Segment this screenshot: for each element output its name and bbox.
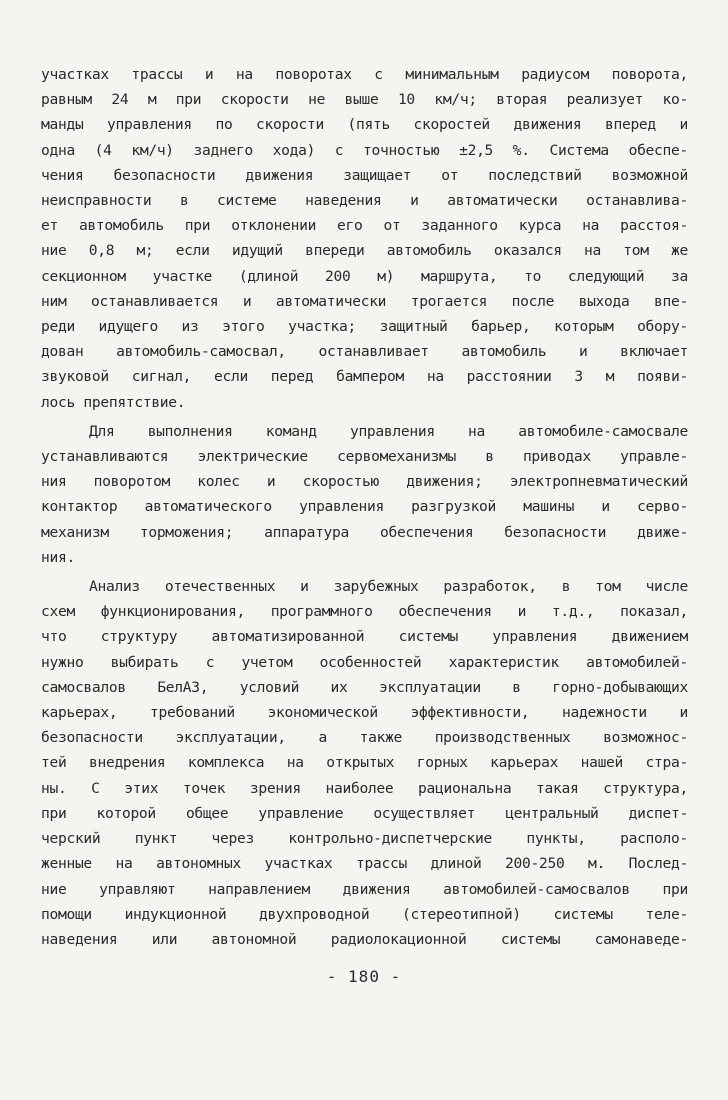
text-line: одна (4 км/ч) заднего хода) с точностью ±2,5 %. Система обеспе- <box>41 141 688 159</box>
text-line: ет автомобиль при отклонении его от заданного курса на расстоя- <box>41 217 688 235</box>
text-line: тей внедрения комплекса на открытых горных карьерах нашей стра- <box>41 754 688 772</box>
text-line: дован автомобиль-самосвал, останавливает автомобиль и включает <box>41 343 688 361</box>
text-line: равным 24 м при скорости не выше 10 км/ч; вторая реализует ко- <box>41 91 688 109</box>
text-line: секционном участке (длиной 200 м) маршрута, то следующий за <box>41 267 688 285</box>
text-line: реди идущего из этого участка; защитный барьер, которым обору- <box>41 318 688 336</box>
text-line: карьерах, требований экономической эффективности, надежности и <box>41 704 688 722</box>
paragraph-2 <box>41 419 688 570</box>
text-line: нужно выбирать с учетом особенностей характеристик автомобилей- <box>41 653 688 671</box>
text-line: схем функционирования, программного обеспечения и т.д., показал, <box>41 603 688 621</box>
text-line: безопасности эксплуатации, а также производственных возможнос- <box>41 729 688 747</box>
text-line: лось препятствие. <box>41 393 186 411</box>
text-line: женные на автономных участках трассы длиной 200-250 м. Послед- <box>41 855 688 873</box>
text-line: ним останавливается и автоматически трогается после выхода впе- <box>41 292 688 310</box>
text-line: участках трассы и на поворотах с минимальным радиусом поворота, <box>41 66 688 83</box>
text-line: звуковой сигнал, если перед бампером на расстоянии 3 м появи- <box>41 368 688 386</box>
paragraph-3 <box>41 574 688 952</box>
body-text <box>41 62 688 952</box>
text-line: Для выполнения команд управления на автомобиле-самосвале <box>89 422 688 440</box>
text-line: ния. <box>41 548 75 566</box>
text-line: неисправности в системе наведения и автоматически останавлива- <box>41 192 688 210</box>
paragraph-1 <box>41 62 688 415</box>
text-line: чения безопасности движения защищает от последствий возможной <box>41 166 688 184</box>
text-line: ния поворотом колес и скоростью движения; электропневматический <box>41 473 688 491</box>
text-line: механизм торможения; аппаратура обеспечения безопасности движе- <box>41 523 688 541</box>
text-line: самосвалов БелАЗ, условий их эксплуатации в горно-добывающих <box>41 678 688 696</box>
text-line: ние управляют направлением движения автомобилей-самосвалов при <box>41 880 688 898</box>
text-line: помощи индукционной двухпроводной (стереотипной) системы теле- <box>41 905 688 923</box>
text-line: при которой общее управление осуществляет центральный диспет- <box>41 804 688 822</box>
text-line: манды управления по скорости (пять скоростей движения вперед и <box>41 116 688 134</box>
text-line: черский пункт через контрольно-диспетчерские пункты, располо- <box>41 830 688 848</box>
text-line: Анализ отечественных и зарубежных разработок, в том числе <box>89 578 688 596</box>
page-number: - 180 - <box>326 967 402 986</box>
text-line: что структуру автоматизированной системы управления движением <box>41 628 688 646</box>
text-line: устанавливаются электрические сервомеханизмы в приводах управле- <box>41 448 688 466</box>
text-line: наведения или автономной радиолокационной системы самонаведе- <box>41 930 688 948</box>
text-line: ны. С этих точек зрения наиболее рациональна такая структура, <box>41 779 688 797</box>
text-line: ние 0,8 м; если идущий впереди автомобиль оказался на том же <box>41 242 688 260</box>
text-line: контактор автоматического управления разгрузкой машины и серво- <box>41 498 688 516</box>
